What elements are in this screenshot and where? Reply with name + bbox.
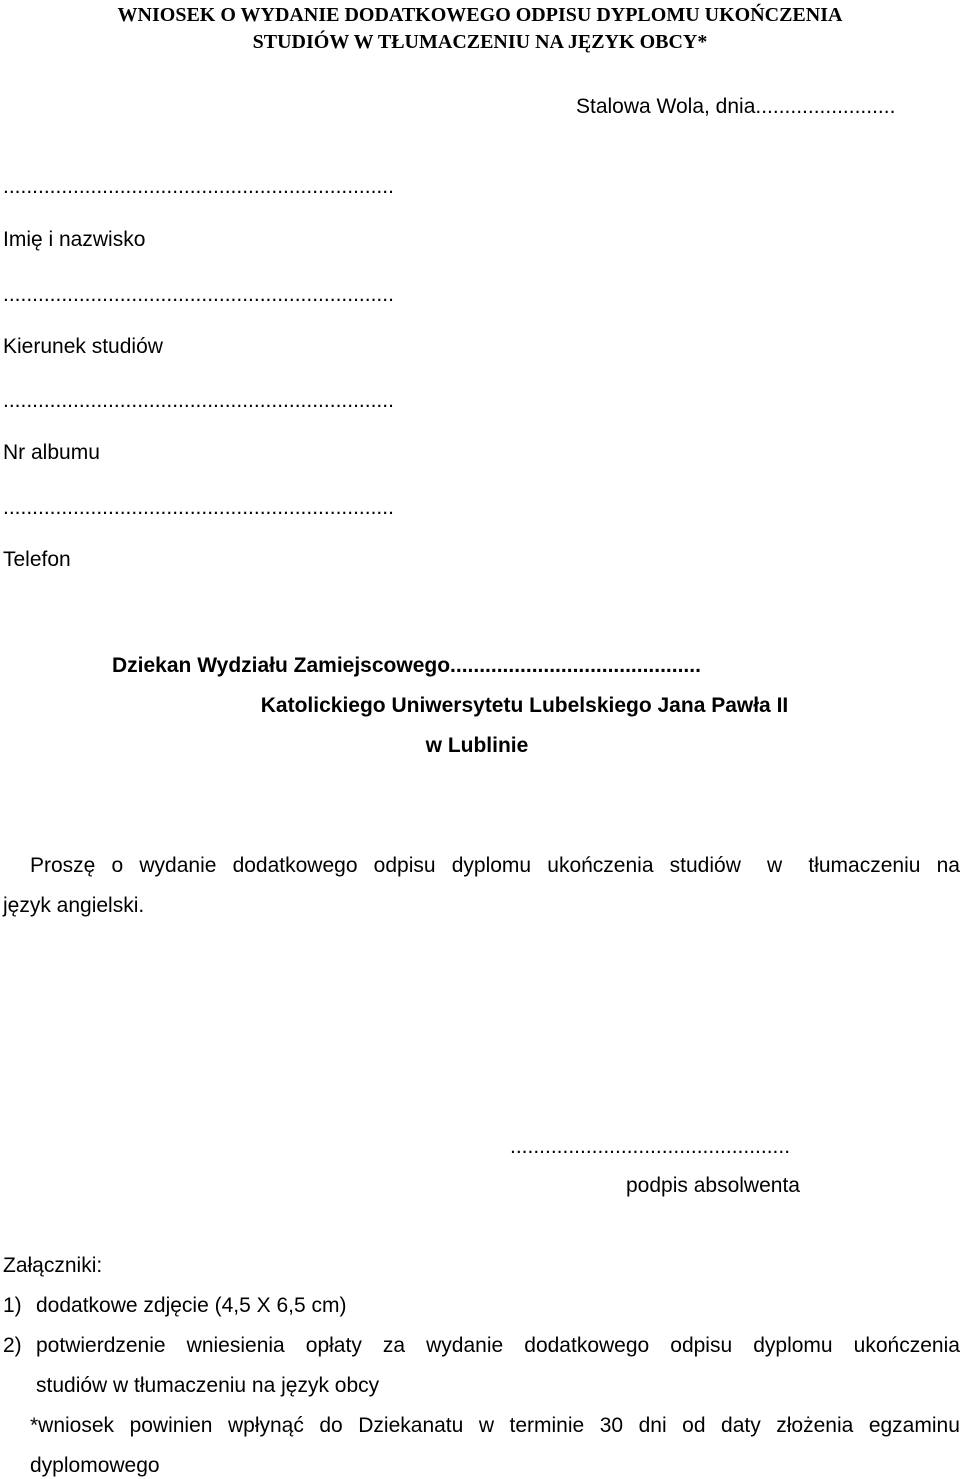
footnote-word: dni xyxy=(638,1414,667,1437)
name-label: Imię i nazwisko xyxy=(3,228,146,251)
footnote-word: *wniosek xyxy=(30,1414,115,1437)
attachment-2-word: potwierdzenie xyxy=(36,1334,166,1357)
footnote-line-2: dyplomowego xyxy=(30,1454,160,1477)
attachment-2-number: 2) xyxy=(3,1334,22,1357)
attachment-2-word: dodatkowego xyxy=(524,1334,650,1357)
title-line-1: WNIOSEK O WYDANIE DODATKOWEGO ODPISU DYPLOMU UKOŃCZENIA xyxy=(117,4,843,26)
attachment-2-word: wydanie xyxy=(426,1334,504,1357)
request-word: odpisu xyxy=(373,854,436,877)
attachment-2-word: wniesienia xyxy=(186,1334,285,1357)
attachment-2-line-1 xyxy=(36,1335,960,1356)
footnote-word: do xyxy=(319,1414,343,1437)
signature-dotted-line[interactable]: ................................................ xyxy=(510,1135,791,1158)
place-date-field[interactable]: Stalowa Wola, dnia........................ xyxy=(576,95,896,118)
footnote-word: w xyxy=(478,1414,494,1437)
footnote-word: egzaminu xyxy=(868,1414,960,1437)
attachment-2-word: dyplomu xyxy=(753,1334,833,1357)
request-word: tłumaczeniu xyxy=(808,854,921,877)
album-number-dotted-line[interactable]: ................................................................... xyxy=(3,389,394,412)
request-word: w xyxy=(767,854,783,877)
footnote-word: wpłynąć xyxy=(227,1414,304,1437)
request-word: dyplomu xyxy=(451,854,532,877)
addressee-city: w Lublinie xyxy=(425,734,529,757)
footnote-word: powinien xyxy=(129,1414,213,1437)
field-of-study-label: Kierunek studiów xyxy=(3,335,163,358)
attachment-2-word: opłaty xyxy=(305,1334,362,1357)
attachment-1-text: dodatkowe zdjęcie (4,5 X 6,5 cm) xyxy=(36,1294,347,1317)
attachments-heading: Załączniki: xyxy=(3,1254,103,1277)
addressee-university: Katolickiego Uniwersytetu Lubelskiego Jana Pawła II xyxy=(260,694,789,717)
footnote-line-1 xyxy=(30,1415,960,1436)
request-word: Proszę xyxy=(30,854,96,877)
footnote-word: terminie xyxy=(509,1414,585,1437)
request-word: studiów xyxy=(669,854,741,877)
footnote-word: złożenia xyxy=(776,1414,854,1437)
request-word: dodatkowego xyxy=(232,854,358,877)
name-dotted-line[interactable]: ................................................................... xyxy=(3,175,394,198)
attachment-2-line-2: studiów w tłumaczeniu na język obcy xyxy=(36,1374,380,1397)
attachment-2-word: za xyxy=(382,1334,406,1357)
footnote-word: daty xyxy=(721,1414,761,1437)
phone-label: Telefon xyxy=(3,548,71,571)
request-word: ukończenia xyxy=(547,854,654,877)
request-word: wydanie xyxy=(139,854,217,877)
footnote-word: Dziekanatu xyxy=(358,1414,464,1437)
field-of-study-dotted-line[interactable]: ................................................................... xyxy=(3,283,394,306)
attachment-2-word: odpisu xyxy=(670,1334,733,1357)
document-title xyxy=(20,2,940,56)
request-paragraph-line-1 xyxy=(30,855,960,876)
phone-dotted-line[interactable]: ................................................................... xyxy=(3,496,394,519)
request-paragraph-line-2: język angielski. xyxy=(3,894,145,917)
footnote-word: od xyxy=(682,1414,706,1437)
request-word: na xyxy=(936,854,960,877)
title-line-2: STUDIÓW W TŁUMACZENIU NA JĘZYK OBCY* xyxy=(252,31,708,53)
request-word: o xyxy=(111,854,124,877)
attachment-1-number: 1) xyxy=(3,1294,22,1317)
signature-label: podpis absolwenta xyxy=(626,1174,800,1197)
attachment-2-word: ukończenia xyxy=(853,1334,960,1357)
addressee-dean: Dziekan Wydziału Zamiejscowego........................................... xyxy=(112,654,701,677)
footnote-word: 30 xyxy=(599,1414,624,1437)
album-number-label: Nr albumu xyxy=(3,441,100,464)
